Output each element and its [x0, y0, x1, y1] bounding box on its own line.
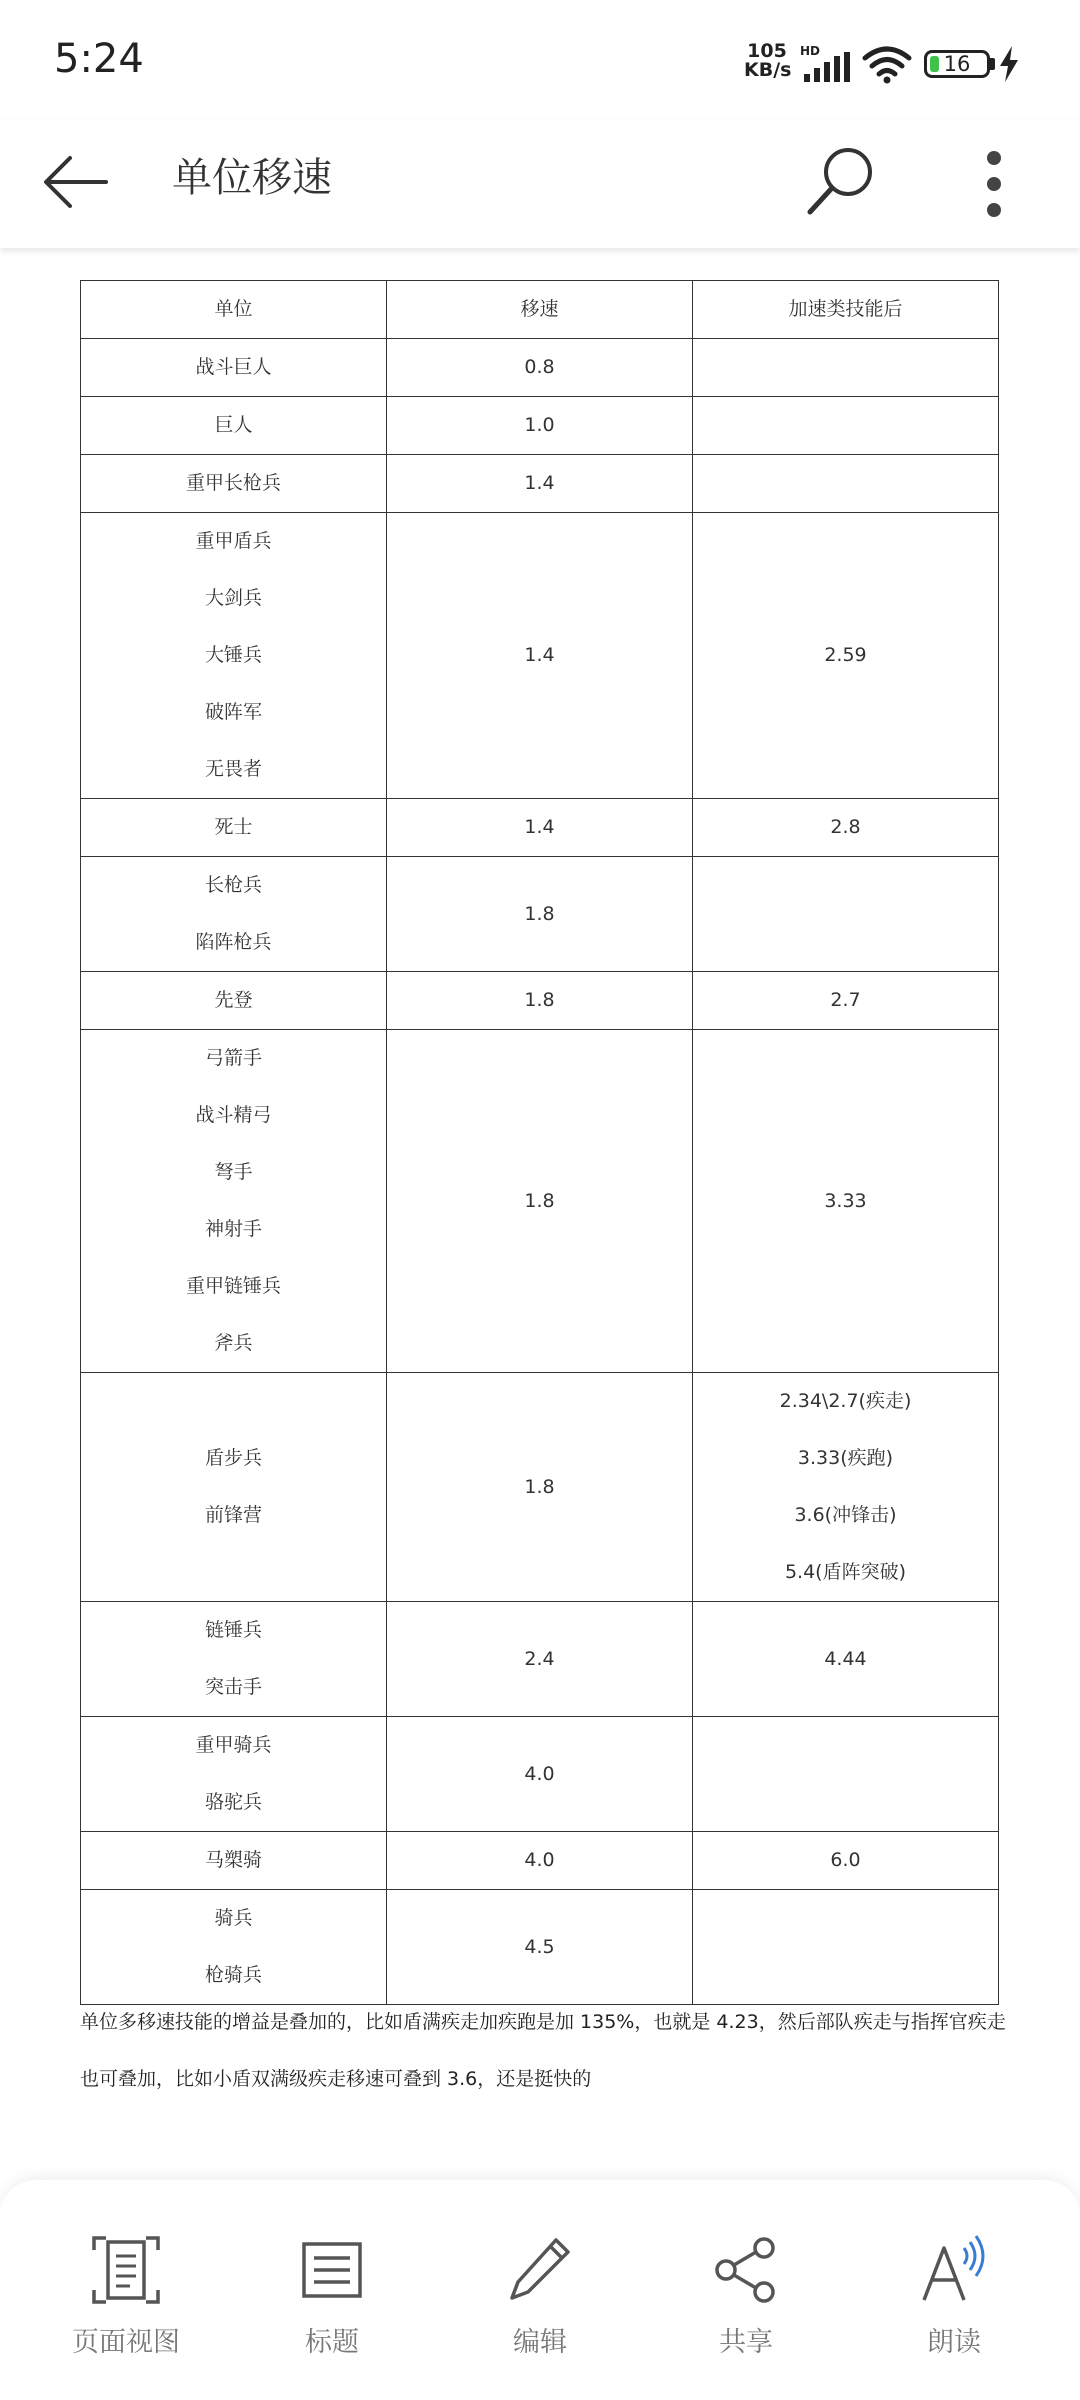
- table-row: [81, 799, 999, 857]
- page-view-icon: [90, 2234, 162, 2306]
- unit-name: 先登: [214, 989, 253, 1011]
- status-bar: [0, 0, 1080, 120]
- note-paragraph: 单位多移速技能的增益是叠加的，比如盾满疾走加疾跑是加 135%，也就是 4.23，然后部队疾走与指挥官疾走也可叠加，比如小盾双满级疾走移速可叠到 3.6，还是挺快的: [80, 2011, 1006, 2090]
- network-speed: [744, 42, 790, 80]
- unit-cell: [81, 1030, 387, 1373]
- unit-name: 骑兵: [214, 1907, 253, 1929]
- boosted-value: 3.33: [824, 1189, 867, 1212]
- table-row: [81, 1602, 999, 1717]
- hd-indicator: HD: [800, 44, 821, 58]
- unit-name: 大剑兵: [204, 587, 262, 609]
- unit-cell: [81, 799, 387, 857]
- boosted-value: 2.59: [824, 644, 867, 666]
- headings-label: 标题: [305, 2327, 359, 2358]
- boosted-cell: [693, 339, 999, 397]
- read-aloud-label: 朗读: [927, 2327, 981, 2358]
- table-row: [81, 1890, 999, 2005]
- table-row: [81, 1373, 999, 1602]
- headings-icon: [296, 2234, 368, 2306]
- unit-cell: [81, 1602, 387, 1717]
- unit-cell: [81, 1890, 387, 2005]
- table-header-row: [81, 281, 999, 339]
- search-icon[interactable]: [800, 138, 880, 224]
- unit-cell: [81, 972, 387, 1030]
- share-button[interactable]: [656, 2234, 836, 2374]
- unit-name: 重甲链锤兵: [185, 1275, 281, 1297]
- boosted-cell: [693, 1890, 999, 2005]
- unit-name: 陷阵枪兵: [195, 931, 272, 953]
- page-view-button[interactable]: [36, 2234, 216, 2374]
- boosted-cell: [693, 1832, 999, 1890]
- header-speed: 移速: [387, 281, 693, 339]
- header-boosted: 加速类技能后: [693, 281, 999, 339]
- unit-name: 战斗巨人: [195, 356, 272, 378]
- speed-cell: 1.0: [387, 397, 693, 455]
- charging-bolt-icon: [998, 46, 1020, 82]
- unit-cell: [81, 455, 387, 513]
- table-row: [81, 972, 999, 1030]
- unit-name: 长枪兵: [204, 874, 262, 896]
- boosted-cell: [693, 513, 999, 799]
- speed-cell: 4.5: [387, 1890, 693, 2005]
- unit-name: 枪骑兵: [204, 1964, 262, 1986]
- speed-cell: 4.0: [387, 1832, 693, 1890]
- unit-name: 神射手: [204, 1218, 262, 1240]
- table-body: [81, 339, 999, 2005]
- share-label: 共享: [719, 2327, 773, 2358]
- network-speed-value: 105: [747, 40, 787, 62]
- speed-cell: 2.4: [387, 1602, 693, 1717]
- unit-name: 链锤兵: [204, 1619, 262, 1641]
- table-row: [81, 1832, 999, 1890]
- cellular-signal-icon: [802, 52, 850, 82]
- edit-pencil-icon: [504, 2234, 576, 2306]
- unit-cell: [81, 1373, 387, 1602]
- table-row: [81, 339, 999, 397]
- wifi-icon: [862, 44, 912, 84]
- unit-name: 大锤兵: [204, 644, 262, 666]
- battery-level: 16: [943, 52, 971, 76]
- boosted-cell: [693, 1602, 999, 1717]
- unit-cell: [81, 857, 387, 972]
- battery-tip: [990, 58, 995, 70]
- speed-cell: 1.4: [387, 513, 693, 799]
- boosted-cell: [693, 1373, 999, 1602]
- speed-table: [80, 280, 999, 2005]
- document-content[interactable]: [0, 248, 1080, 2178]
- read-aloud-icon: [918, 2234, 990, 2306]
- edit-label: 编辑: [513, 2327, 567, 2358]
- unit-name: 突击手: [204, 1676, 262, 1698]
- boosted-cell: [693, 857, 999, 972]
- table-row: [81, 857, 999, 972]
- boosted-value: 2.8: [830, 816, 861, 838]
- network-speed-unit: KB/s: [744, 59, 792, 81]
- unit-name: 弓箭手: [204, 1047, 262, 1069]
- boosted-cell: [693, 1717, 999, 1832]
- boosted-cell: [693, 1030, 999, 1373]
- boosted-value: 4.44: [824, 1647, 867, 1670]
- unit-name: 斧兵: [214, 1332, 253, 1354]
- page-title: 单位移速: [172, 155, 332, 201]
- speed-cell: 1.8: [387, 857, 693, 972]
- app-bar: [0, 120, 1080, 248]
- boosted-cell: [693, 799, 999, 857]
- speed-cell: 0.8: [387, 339, 693, 397]
- unit-name: 前锋营: [204, 1504, 262, 1526]
- boosted-cell: [693, 455, 999, 513]
- unit-cell: [81, 1832, 387, 1890]
- speed-cell: 1.4: [387, 799, 693, 857]
- table-row: [81, 1030, 999, 1373]
- unit-cell: [81, 397, 387, 455]
- speed-cell: 1.8: [387, 1030, 693, 1373]
- unit-cell: [81, 513, 387, 799]
- header-unit: 单位: [81, 281, 387, 339]
- unit-name: 弩手: [214, 1161, 253, 1183]
- page-view-label: 页面视图: [72, 2327, 180, 2358]
- speed-cell: 4.0: [387, 1717, 693, 1832]
- boosted-value: 3.33(疾跑): [797, 1447, 894, 1469]
- unit-name: 破阵军: [204, 701, 262, 723]
- unit-cell: [81, 1717, 387, 1832]
- back-arrow-icon[interactable]: [38, 142, 118, 222]
- share-icon: [710, 2234, 782, 2306]
- unit-name: 无畏者: [204, 758, 262, 780]
- unit-name: 巨人: [214, 414, 253, 436]
- unit-name: 重甲盾兵: [195, 530, 272, 552]
- boosted-cell: [693, 397, 999, 455]
- boosted-value: 2.34\2.7(疾走): [779, 1390, 912, 1412]
- table-row: [81, 455, 999, 513]
- unit-name: 骆驼兵: [204, 1791, 262, 1813]
- edit-button[interactable]: [450, 2234, 630, 2374]
- bottom-toolbar: [0, 2180, 1080, 2400]
- read-aloud-button[interactable]: [864, 2234, 1044, 2374]
- unit-name: 马槊骑: [204, 1849, 262, 1871]
- table-row: [81, 1717, 999, 1832]
- unit-name: 重甲骑兵: [195, 1734, 272, 1756]
- boosted-cell: [693, 972, 999, 1030]
- table-row: [81, 513, 999, 799]
- unit-cell: [81, 339, 387, 397]
- table-row: [81, 397, 999, 455]
- boosted-value: 3.6(冲锋击): [794, 1504, 897, 1526]
- boosted-value: 6.0: [830, 1849, 861, 1871]
- speed-cell: 1.8: [387, 1373, 693, 1602]
- headings-button[interactable]: [242, 2234, 422, 2374]
- boosted-value: 2.7: [830, 989, 861, 1011]
- unit-name: 战斗精弓: [195, 1104, 272, 1126]
- more-vertical-icon[interactable]: [966, 144, 1022, 224]
- status-time: 5:24: [54, 36, 144, 82]
- unit-name: 重甲长枪兵: [185, 472, 281, 494]
- unit-name: 盾步兵: [204, 1447, 262, 1469]
- speed-cell: 1.8: [387, 972, 693, 1030]
- unit-name: 死士: [214, 816, 253, 838]
- speed-cell: 1.4: [387, 455, 693, 513]
- boosted-value: 5.4(盾阵突破): [784, 1561, 907, 1583]
- battery-icon: [924, 50, 990, 78]
